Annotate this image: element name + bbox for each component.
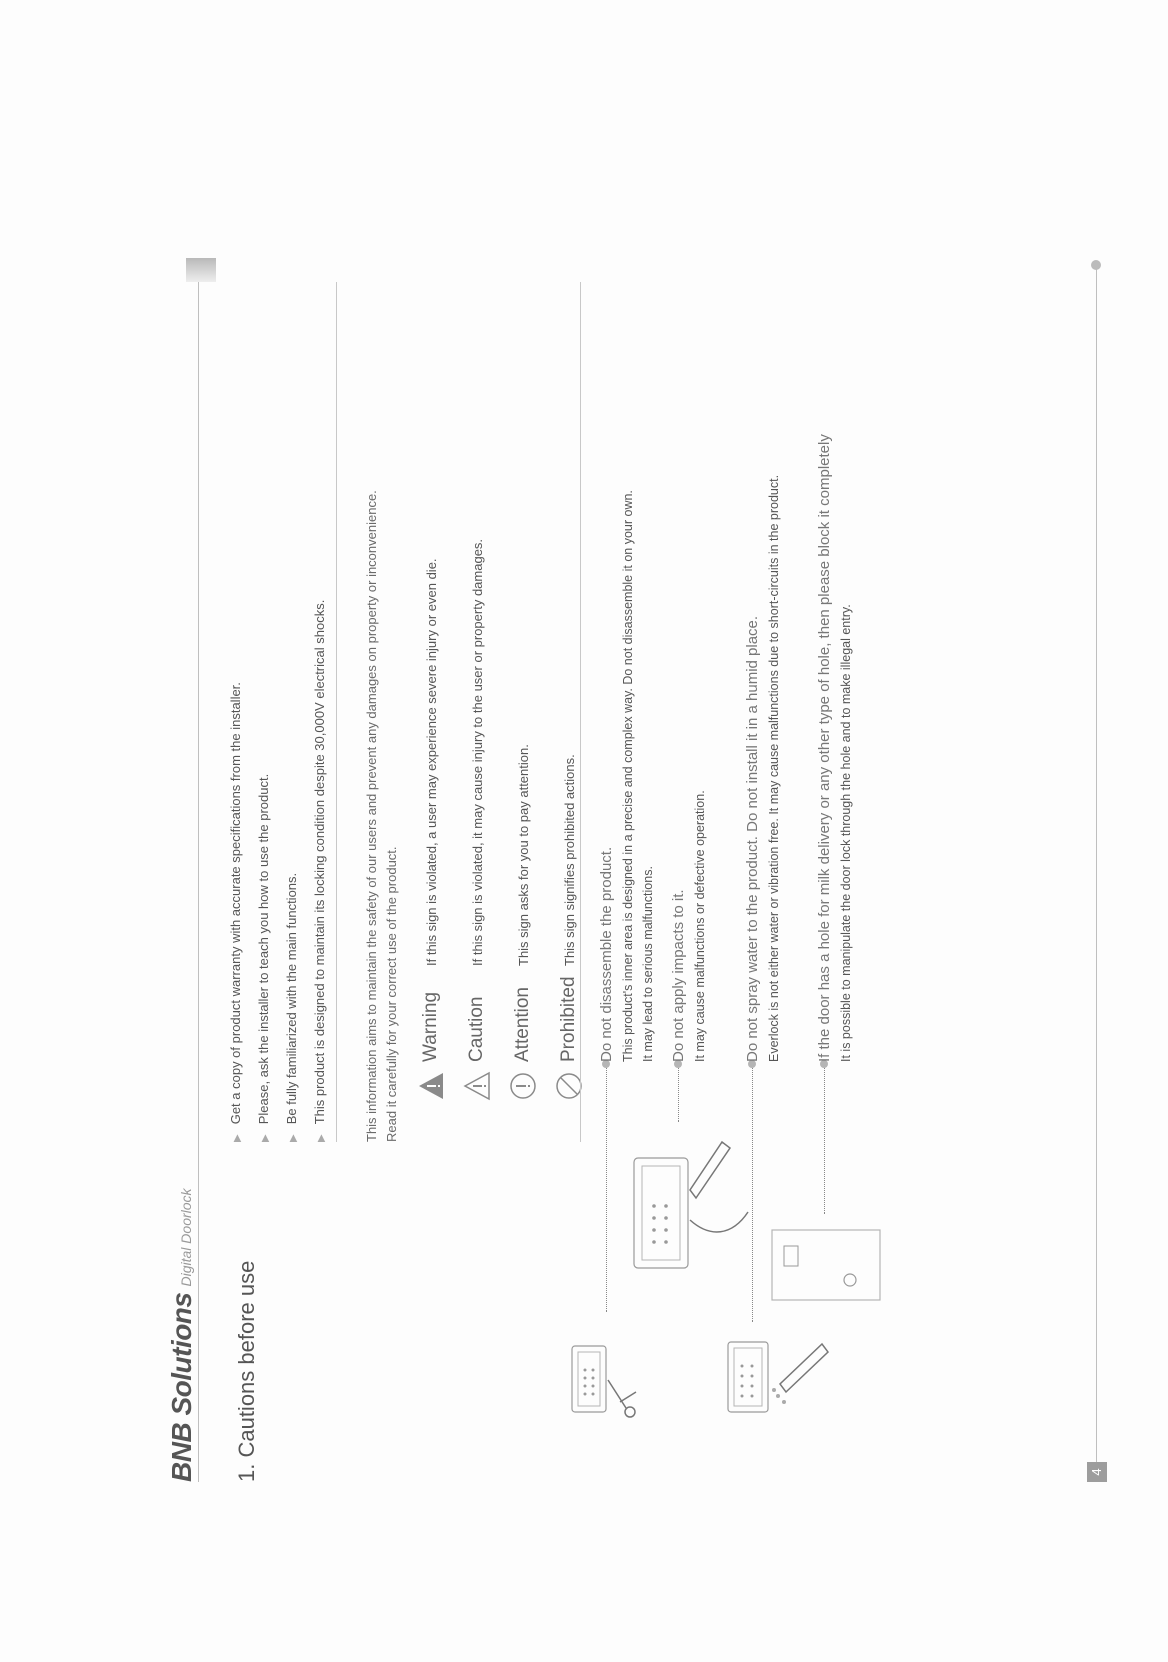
- info-paragraph: [362, 262, 402, 1142]
- sign-name: Attention: [512, 987, 533, 1062]
- caution-line: It is possible to manipulate the door lock through the hole and to make illegal entry.: [839, 604, 853, 1062]
- sign-desc: If this sign is violated, a user may experience severe injury or even die.: [423, 558, 439, 966]
- header-rule: [198, 282, 199, 1482]
- bullet-triangle-icon: ▶: [288, 1134, 299, 1142]
- intro-item-text: Be fully familiarized with the main functions.: [284, 872, 299, 1125]
- section-title: 1. Cautions before use: [234, 1260, 259, 1482]
- door-hole-illustration: [766, 1220, 886, 1310]
- caution-item: [742, 202, 784, 1062]
- sign-desc: If this sign is violated, it may cause injury to the user or property damages.: [469, 538, 485, 966]
- brand-name: BNB Solutions: [166, 1292, 197, 1482]
- brand-subtitle: Digital Doorlock: [178, 1188, 194, 1287]
- warning-filled-triangle-icon: [415, 1070, 447, 1102]
- caution-item: [596, 202, 658, 1062]
- caution-outline-triangle-icon: [461, 1070, 493, 1102]
- bullet-triangle-icon: ▶: [316, 1134, 327, 1142]
- sign-name: Prohibited: [558, 976, 579, 1062]
- attention-circle-icon: [507, 1070, 539, 1102]
- footer-dot: [1091, 260, 1101, 270]
- leader-line: [824, 1062, 825, 1214]
- caution-heading: If the door has a hole for milk delivery or any other type of hole, then please block it completely: [816, 434, 833, 1062]
- sign-row-attention: [500, 262, 546, 1102]
- divider: [336, 282, 337, 1142]
- intro-item: [226, 262, 254, 1142]
- impact-illustration: [620, 1128, 760, 1308]
- bullet-triangle-icon: ▶: [260, 1134, 271, 1142]
- header-accent-bar: [186, 258, 216, 282]
- leader-line: [606, 1062, 607, 1312]
- caution-item: [814, 202, 856, 1062]
- sign-row-caution: [454, 262, 500, 1102]
- water-spray-illustration: [718, 1322, 848, 1462]
- info-line: This information aims to maintain the safety of our users and prevent any damages on property or inconvenience.: [364, 490, 379, 1142]
- sign-desc: This sign signifies prohibited actions.: [561, 754, 577, 966]
- intro-list: [226, 262, 338, 1142]
- caution-line: This product's inner area is designed in a precise and complex way. Do not disassemble it on your own.: [621, 490, 635, 1062]
- caution-item: [668, 202, 710, 1062]
- intro-item-text: Get a copy of product warranty with accurate specifications from the installer.: [228, 682, 243, 1125]
- sign-row-warning: [408, 262, 454, 1102]
- page-number: 4: [1087, 1462, 1107, 1482]
- info-line: Read it carefully for your correct use of the product.: [384, 846, 399, 1142]
- intro-item: [310, 262, 338, 1142]
- intro-item: [254, 262, 282, 1142]
- caution-heading: Do not disassemble the product.: [598, 846, 615, 1062]
- leader-line: [752, 1062, 753, 1322]
- divider: [580, 282, 581, 1142]
- leader-line: [678, 1062, 679, 1122]
- intro-item-text: This product is designed to maintain its locking condition despite 30,000V electrical shocks.: [312, 599, 327, 1125]
- caution-line: Everlock is not either water or vibration free. It may cause malfunctions due to short-circuits in the product.: [767, 474, 781, 1062]
- sign-desc: This sign asks for you to pay attention.: [515, 744, 531, 966]
- caution-heading: Do not spray water to the product. Do not install it in a humid place.: [744, 615, 761, 1062]
- intro-item: [282, 262, 310, 1142]
- bullet-triangle-icon: ▶: [232, 1134, 243, 1142]
- caution-line: It may lead to serious malfunctions.: [641, 866, 655, 1062]
- caution-heading: Do not apply impacts to it.: [670, 889, 687, 1062]
- disassembly-illustration: [566, 1332, 686, 1452]
- brand-logo: [166, 1188, 198, 1482]
- footer-rule: [1096, 262, 1097, 1482]
- sign-legend: [408, 262, 592, 1102]
- intro-item-text: Please, ask the installer to teach you how to use the product.: [256, 773, 271, 1125]
- sign-name: Warning: [420, 991, 441, 1062]
- sign-name: Caution: [466, 996, 487, 1062]
- caution-line: It may cause malfunctions or defective operation.: [693, 790, 707, 1062]
- sign-row-prohibited: [546, 262, 592, 1102]
